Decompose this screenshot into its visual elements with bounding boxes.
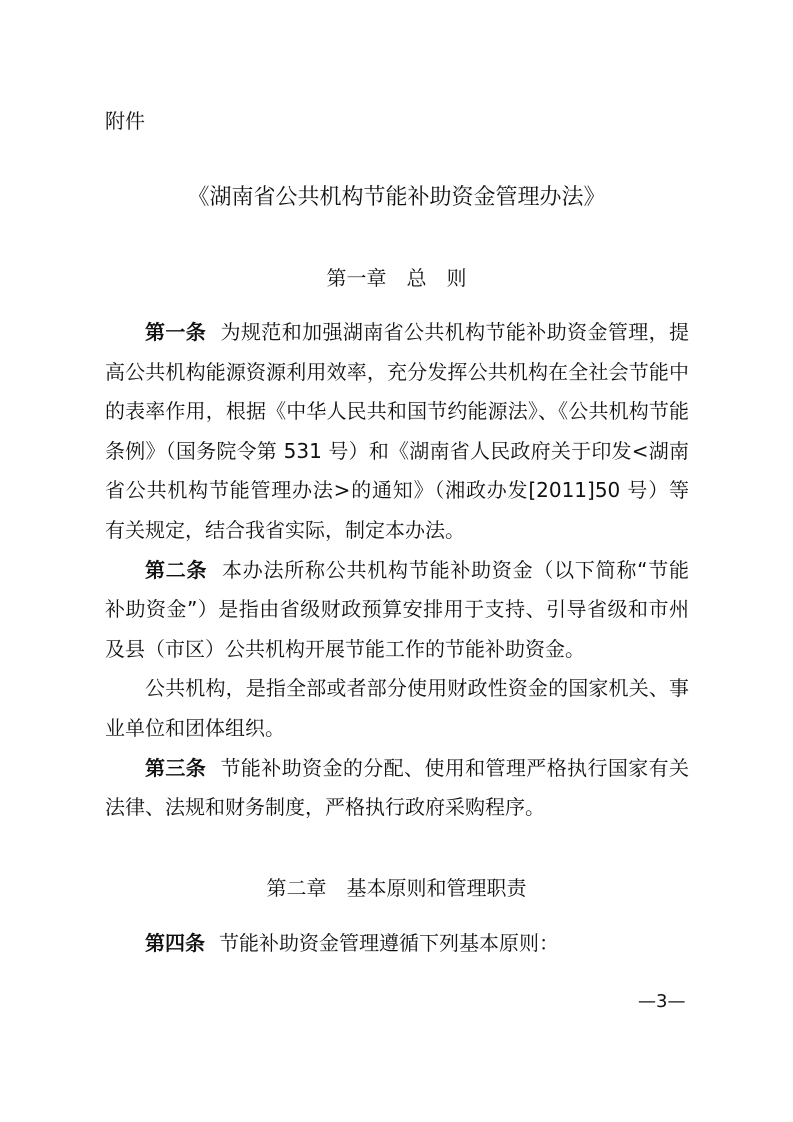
article-text: 为规范和加强湖南省公共机构节能补助资金管理，提高公共机构能源资源利用效率，充分发挥公共机构在全社会节能中的表率作用，根据《中华人民共和国节约能源法》、《公共机构节能条例》（国务院令第 531 号）和《湖南省人民政府关于印发<湖南省公共机构节能管理办法>的通知》（湘政办发[2011]50 号）等有关规定，结合我省实际，制定本办法。: [105, 320, 690, 542]
article-text: 公共机构，是指全部或者部分使用财政性资金的国家机关、事业单位和团体组织。: [105, 676, 689, 740]
article-text: 本办法所称公共机构节能补助资金（以下简称“节能补助资金”）是指由省级财政预算安排用于支持、引导省级和市州及县（市区）公共机构开展节能工作的节能补助资金。: [105, 557, 689, 661]
chapter-1-body: [105, 313, 689, 828]
chapter-heading-1: 第一章 总 则: [326, 266, 467, 290]
page-number: —3—: [638, 991, 686, 1012]
chapter-heading-2: 第二章 基本原则和管理职责: [266, 876, 527, 900]
article-text: 节能补助资金管理遵循下列基本原则：: [219, 931, 559, 955]
article-paragraph: [105, 749, 689, 828]
article-number: 第三条: [145, 755, 207, 780]
document-title: 《湖南省公共机构节能补助资金管理办法》: [187, 185, 606, 210]
article-paragraph: [105, 551, 689, 670]
article-paragraph: [105, 924, 689, 964]
article-number: 第四条: [145, 931, 205, 955]
attachment-label: 附件: [105, 109, 145, 133]
article-number: 第二条: [145, 557, 208, 582]
article-number: 第一条: [145, 320, 207, 344]
article-paragraph: [105, 313, 689, 551]
article-paragraph: [105, 669, 689, 748]
chapter-2-body: [105, 924, 689, 964]
article-text: 节能补助资金的分配、使用和管理严格执行国家有关法律、法规和财务制度，严格执行政府采购程序。: [105, 755, 690, 820]
